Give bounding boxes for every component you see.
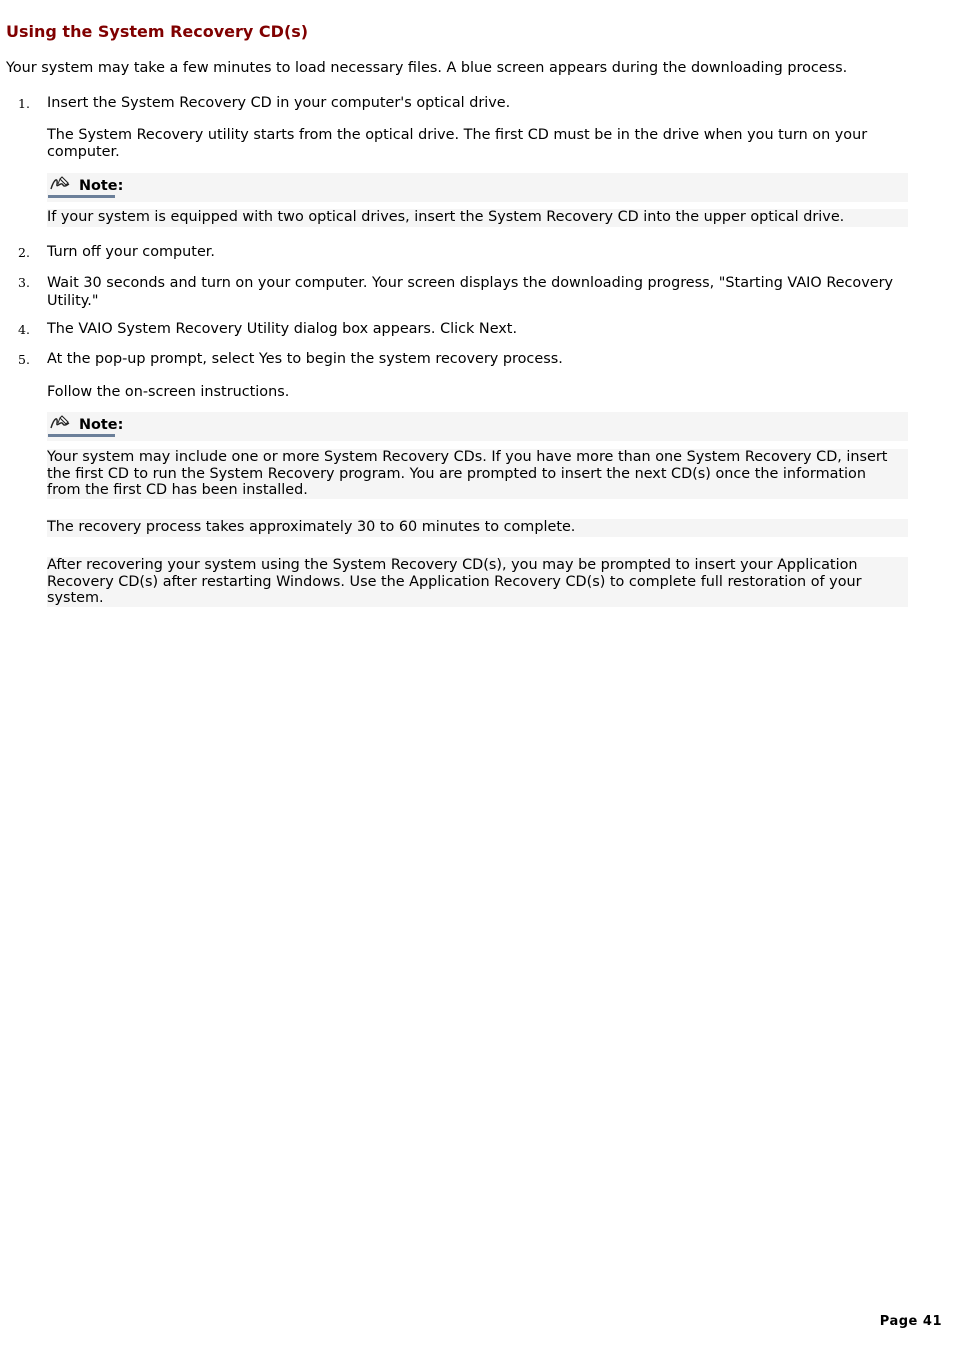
step-text: Insert the System Recovery CD in your computer's optical drive. — [47, 95, 511, 111]
note-text: The recovery process takes approximately 30 to 60 minutes to complete. — [47, 519, 576, 535]
note-body — [47, 209, 908, 227]
step-number: 3. — [18, 275, 30, 290]
note-header — [47, 412, 908, 441]
step-number: 2. — [18, 245, 30, 260]
note-underline — [48, 195, 115, 198]
step-followup: Follow the on-screen instructions. — [47, 384, 290, 400]
step-number: 1. — [18, 96, 30, 111]
note-label: Note: — [79, 178, 124, 194]
note-body — [47, 557, 908, 607]
page-title: Using the System Recovery CD(s) — [6, 22, 309, 41]
note-label: Note: — [79, 417, 124, 433]
pen-note-icon — [49, 175, 71, 193]
pen-note-icon — [49, 414, 71, 432]
step-text: The VAIO System Recovery Utility dialog box appears. Click Next. — [47, 321, 518, 337]
note-body — [47, 519, 908, 537]
intro-text: Your system may take a few minutes to load necessary files. A blue screen appears during the downloading process. — [6, 60, 848, 76]
step-followup: The System Recovery utility starts from the optical drive. The first CD must be in the drive when you turn on your computer. — [47, 127, 868, 160]
step-number: 5. — [18, 352, 30, 367]
step-text: Turn off your computer. — [47, 244, 215, 260]
step-text: At the pop-up prompt, select Yes to begin the system recovery process. — [47, 351, 563, 367]
note-text: Your system may include one or more System Recovery CDs. If you have more than one System Recovery CD, insert the first CD to run the System Recovery program. You are prompted to insert the next CD(s) once the information from the first CD has been installed. — [47, 449, 888, 498]
note-body — [47, 449, 908, 499]
note-underline — [48, 434, 115, 437]
note-text: If your system is equipped with two optical drives, insert the System Recovery CD into the upper optical drive. — [47, 209, 845, 225]
step-text: Wait 30 seconds and turn on your computer. Your screen displays the downloading progress, "Starting VAIO Recovery Utility." — [47, 275, 894, 309]
page-number: Page 41 — [879, 1314, 942, 1329]
step-number: 4. — [18, 322, 30, 337]
note-text: After recovering your system using the System Recovery CD(s), you may be prompted to insert your Application Recovery CD(s) after restarting Windows. Use the Application Recovery CD(s) to complete full restoration of your system. — [47, 557, 862, 606]
note-header — [47, 173, 908, 202]
